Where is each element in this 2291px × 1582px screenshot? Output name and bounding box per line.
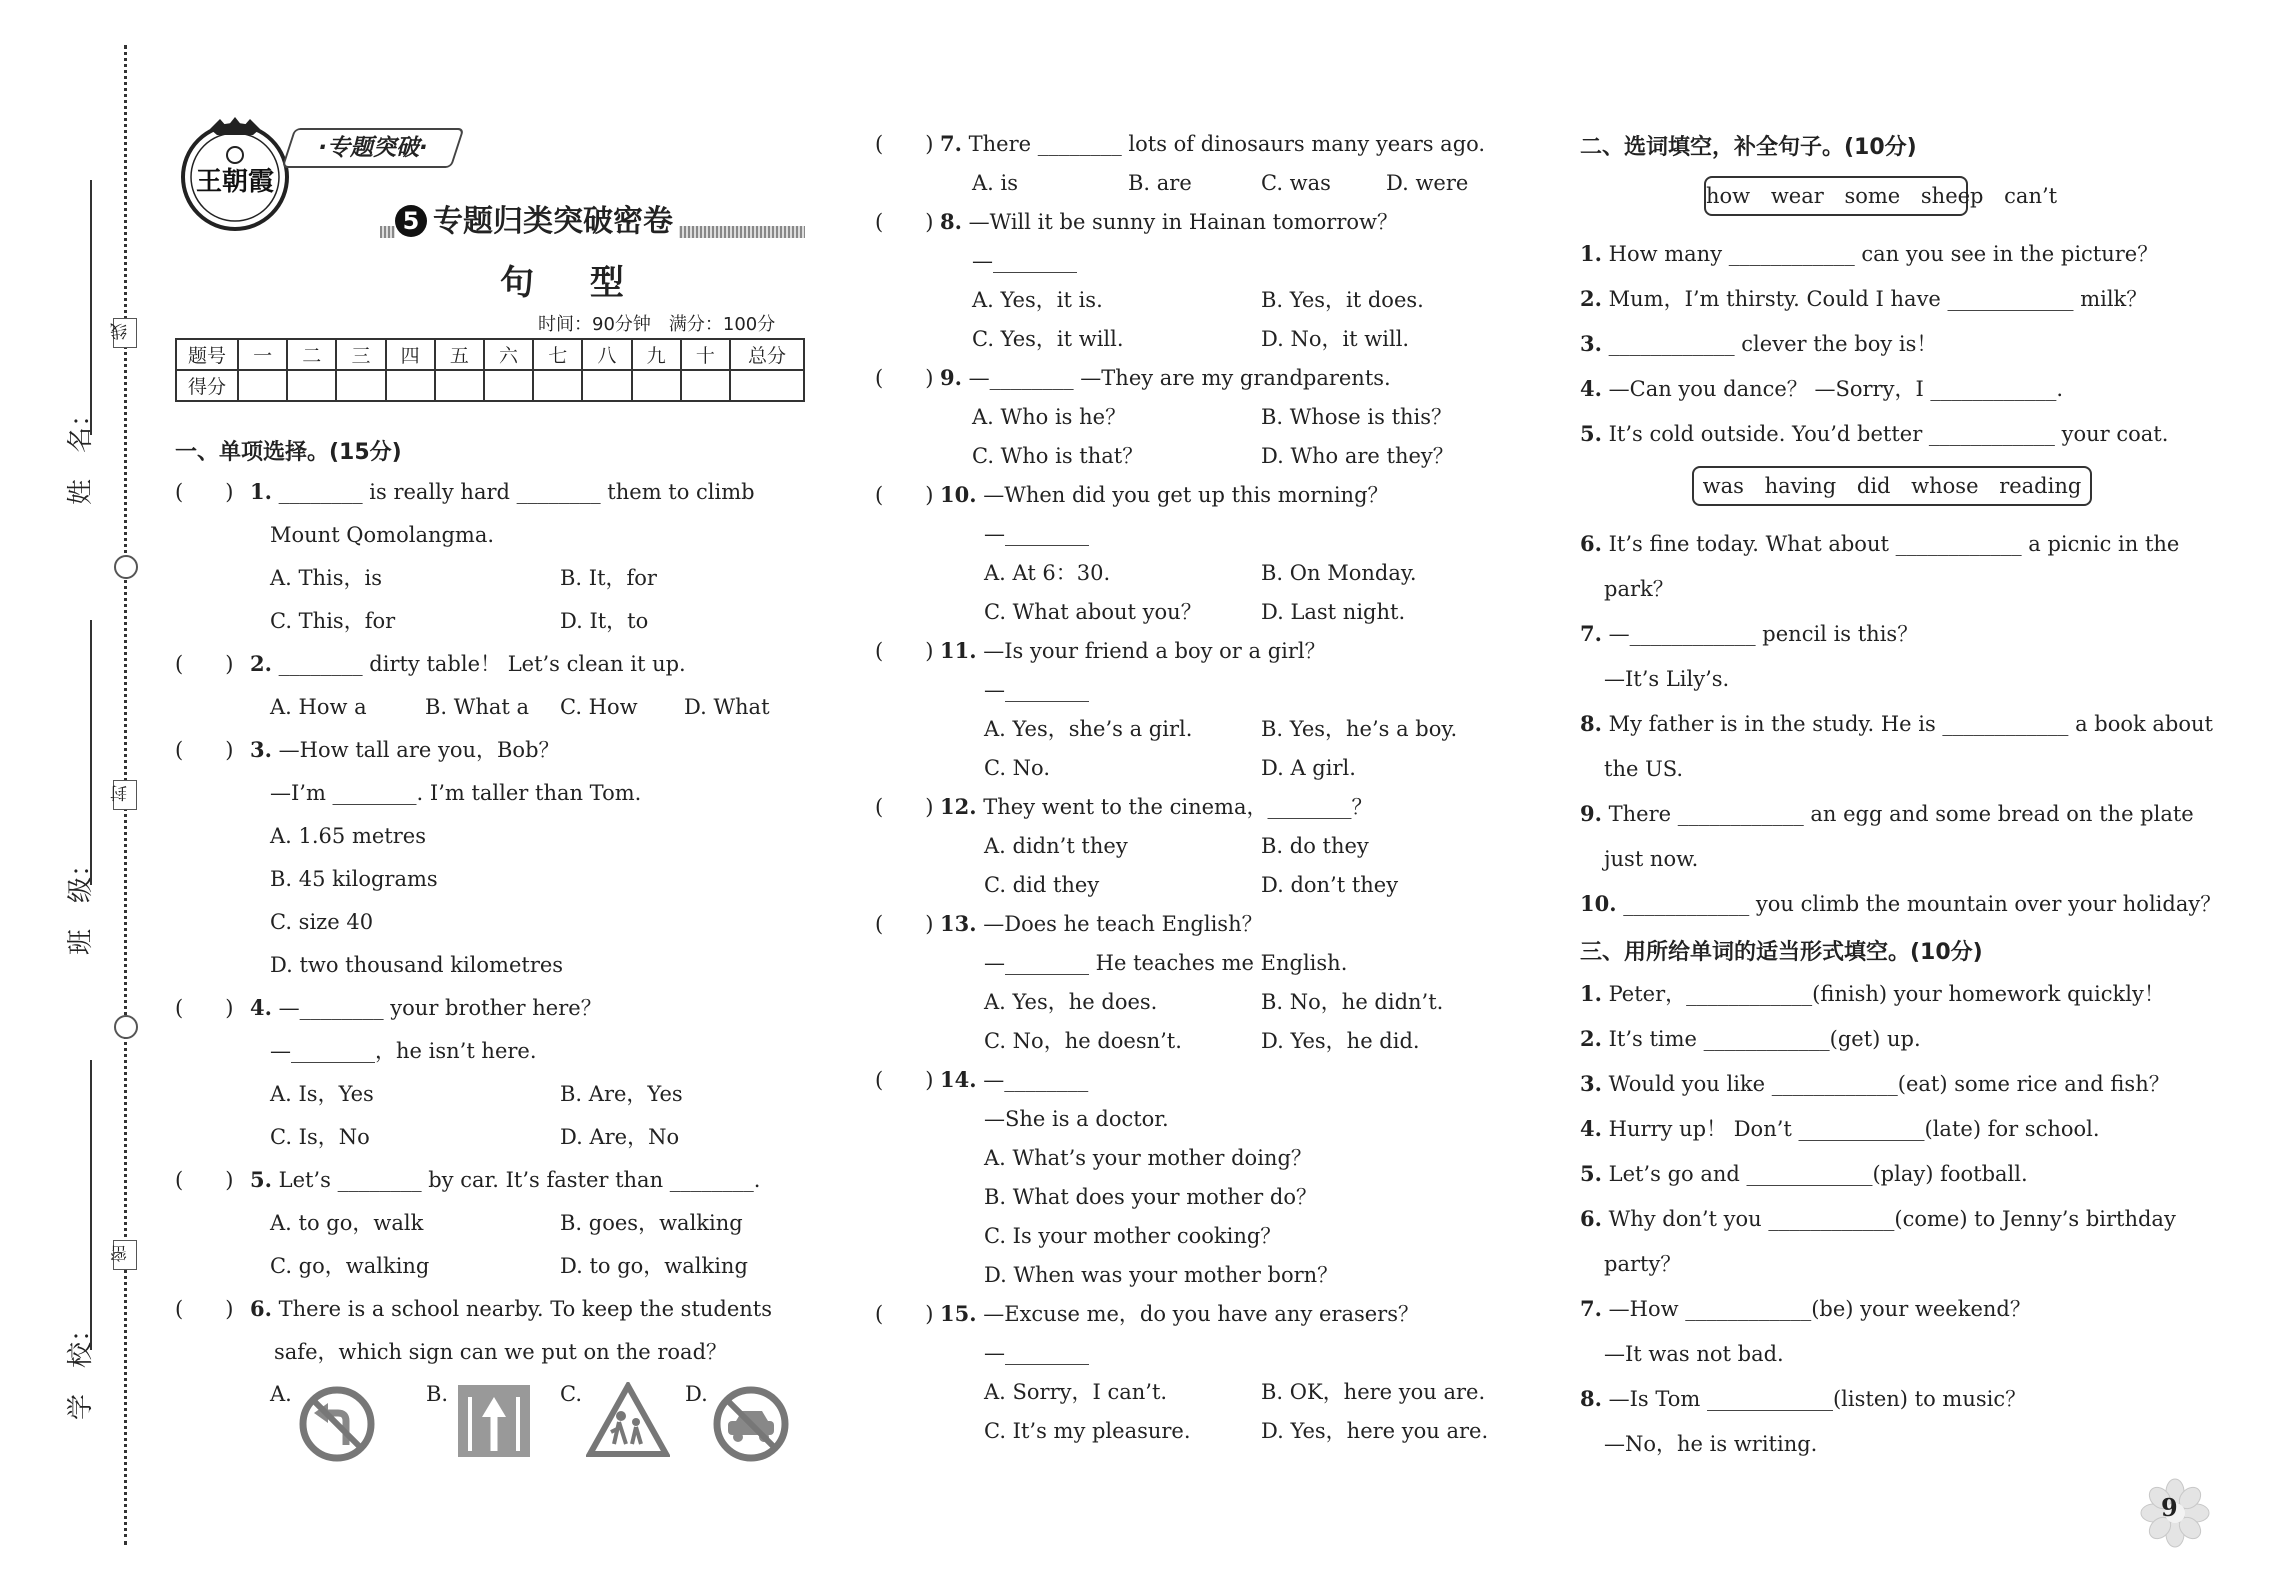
option[interactable]: B. What a <box>425 695 530 719</box>
score-input[interactable] <box>435 370 484 401</box>
option[interactable]: A. At 6：30. <box>984 561 1111 585</box>
set-title <box>395 196 679 240</box>
option[interactable]: D. don’t they <box>1261 873 1399 897</box>
score-cell: 二 <box>287 339 336 370</box>
class-field[interactable] <box>90 620 92 885</box>
score-input[interactable] <box>484 370 533 401</box>
score-input[interactable] <box>336 370 385 401</box>
answer-paren[interactable]: ( ) <box>875 1302 934 1326</box>
option[interactable]: D. When was your mother born？ <box>984 1263 1339 1287</box>
score-cell: 七 <box>533 339 582 370</box>
no-left-turn-sign-icon[interactable] <box>298 1385 376 1463</box>
form-item: 5. Let’s go and ____________(play) football. <box>1580 1161 2028 1186</box>
answer-paren[interactable]: ( ) <box>875 366 934 390</box>
fill-item-cont: just now. <box>1604 847 1699 871</box>
option[interactable]: D. Yes，here you are. <box>1261 1419 1489 1443</box>
word-bank-1: how wear some sheep can’t <box>1704 176 1968 216</box>
question-14: 14. —________ <box>940 1067 1089 1092</box>
fill-item: 7. —____________ pencil is this？ <box>1580 621 1919 646</box>
question-15: 15. —Excuse me，do you have any erasers？ <box>940 1301 1419 1326</box>
option[interactable]: C. Who is that？ <box>972 444 1144 468</box>
fill-item: 9. There ____________ an egg and some bread on the plate <box>1580 801 2194 826</box>
option[interactable]: D. Who are they？ <box>1261 444 1454 468</box>
form-item-cont: —It was not bad. <box>1604 1342 1784 1366</box>
score-cell: 得分 <box>176 370 238 401</box>
option[interactable]: C. go，walking <box>270 1254 430 1278</box>
option[interactable]: C. How <box>560 695 638 719</box>
score-cell: 四 <box>386 339 435 370</box>
option[interactable]: A. This，is <box>270 566 383 590</box>
option[interactable]: C. No，he doesn’t. <box>984 1029 1182 1053</box>
form-item: 2. It’s time ____________(get) up. <box>1580 1026 1921 1051</box>
option[interactable]: D. were <box>1386 171 1469 195</box>
set-number: 5 <box>395 205 427 237</box>
score-cell: 一 <box>238 339 287 370</box>
score-header-row <box>176 339 804 370</box>
question-5: 5. Let’s ________ by car. It’s faster than ________. <box>250 1167 761 1192</box>
answer-paren[interactable]: ( ) <box>175 1168 234 1192</box>
option[interactable]: A. Sorry，I can’t. <box>984 1380 1168 1404</box>
score-cell: 六 <box>484 339 533 370</box>
score-value-row <box>176 370 804 401</box>
option[interactable]: D. Are，No <box>560 1125 680 1149</box>
option[interactable]: C. No. <box>984 756 1050 780</box>
score-input[interactable] <box>238 370 287 401</box>
option[interactable]: D. It，to <box>560 609 649 633</box>
answer-paren[interactable]: ( ) <box>875 1068 934 1092</box>
option[interactable]: C. was <box>1261 171 1331 195</box>
page-number: 9 <box>2161 1493 2178 1522</box>
name-label: 姓 名： <box>66 400 96 505</box>
fill-item: 2. Mum，I’m thirsty. Could I have ____________ milk？ <box>1580 286 2148 311</box>
option[interactable]: C. This，for <box>270 609 396 633</box>
score-input[interactable] <box>582 370 631 401</box>
option[interactable]: C. Is，No <box>270 1125 370 1149</box>
option[interactable]: D. Last night. <box>1261 600 1406 624</box>
answer-paren[interactable]: ( ) <box>175 1297 234 1321</box>
form-item: 7. —How ____________(be) your weekend？ <box>1580 1296 2031 1321</box>
question-14-cont: —She is a doctor. <box>984 1107 1169 1131</box>
fill-item: 10. ____________ you climb the mountain over your holiday？ <box>1580 891 2222 916</box>
section2-title: 二、选词填空，补全句子。(10分) <box>1580 135 1917 160</box>
option[interactable]: D. <box>685 1382 708 1406</box>
set-title-text: 专题归类突破密卷 <box>433 204 673 239</box>
option[interactable]: A. Yes，she’s a girl. <box>984 717 1193 741</box>
binding-hole-icon <box>114 1015 138 1039</box>
section1-title: 一、单项选择。(15分) <box>175 440 402 465</box>
option[interactable]: D. No，it will. <box>1261 327 1410 351</box>
option[interactable]: B. OK，here you are. <box>1261 1380 1486 1404</box>
question-9: 9. —________ —They are my grandparents. <box>940 365 1391 390</box>
option[interactable]: D. A girl. <box>1261 756 1356 780</box>
tag-feng: 封 <box>113 780 137 810</box>
option[interactable]: B. Whose is this？ <box>1261 405 1453 429</box>
question-4: 4. —________ your brother here？ <box>250 995 602 1020</box>
fill-item: 3. ____________ clever the boy is！ <box>1580 331 1938 356</box>
question-13-cont: —________ He teaches me English. <box>984 951 1348 975</box>
question-6-cont: safe，which sign can we put on the road？ <box>274 1340 728 1364</box>
topic-tag <box>282 128 465 168</box>
fill-item: 8. My father is in the study. He is ____________ a book about <box>1580 711 2213 736</box>
straight-ahead-sign-icon[interactable] <box>458 1385 530 1457</box>
option[interactable]: A. Is，Yes <box>270 1082 374 1106</box>
option[interactable]: A. Yes，he does. <box>984 990 1158 1014</box>
question-10: 10. —When did you get up this morning？ <box>940 482 1389 507</box>
option[interactable]: B. <box>426 1382 449 1406</box>
school-label: 学 校： <box>66 1315 96 1420</box>
answer-paren[interactable]: ( ) <box>175 652 234 676</box>
option[interactable]: B. are <box>1128 171 1192 195</box>
option[interactable]: A. How a <box>270 695 367 719</box>
score-cell: 十 <box>681 339 730 370</box>
score-cell: 总分 <box>730 339 804 370</box>
time-info: 时间：90分钟 满分：100分 <box>538 314 776 335</box>
score-input[interactable] <box>632 370 681 401</box>
option[interactable]: A. Yes，it is. <box>972 288 1103 312</box>
option[interactable]: C. did they <box>984 873 1100 897</box>
fill-item: 1. How many ____________ can you see in the picture？ <box>1580 241 2159 266</box>
question-3-cont: —I’m ________. I’m taller than Tom. <box>270 781 642 805</box>
score-input[interactable] <box>730 370 804 401</box>
score-cell: 九 <box>632 339 681 370</box>
question-11: 11. —Is your friend a boy or a girl？ <box>940 638 1326 663</box>
score-cell: 题号 <box>176 339 238 370</box>
score-input[interactable] <box>386 370 435 401</box>
question-8: 8. —Will it be sunny in Hainan tomorrow？ <box>940 209 1398 234</box>
fill-item: 4. —Can you dance？ —Sorry，I ____________. <box>1580 376 2064 401</box>
option[interactable]: B. Are，Yes <box>560 1082 683 1106</box>
option[interactable]: C. Yes，it will. <box>972 327 1124 351</box>
form-item: 8. —Is Tom ____________(listen) to music？ <box>1580 1386 2027 1411</box>
answer-paren[interactable]: ( ) <box>175 996 234 1020</box>
fill-item-cont: the US. <box>1604 757 1684 781</box>
score-table <box>175 338 805 402</box>
option[interactable]: D. to go，walking <box>560 1254 748 1278</box>
school-field[interactable] <box>90 1060 92 1350</box>
option[interactable]: B. do they <box>1261 834 1369 858</box>
option[interactable]: A. to go，walk <box>270 1211 424 1235</box>
fill-item-cont: park？ <box>1604 577 1674 601</box>
question-13: 13. —Does he teach English？ <box>940 911 1263 936</box>
score-input[interactable] <box>681 370 730 401</box>
question-2: 2. ________ dirty table！ Let’s clean it up. <box>250 651 686 676</box>
answer-paren[interactable]: ( ) <box>875 639 934 663</box>
question-1: 1. ________ is really hard ________ them to climb <box>250 479 755 504</box>
no-vehicles-sign-icon[interactable] <box>712 1385 790 1463</box>
topic-tag-label: ·专题突破· <box>318 135 428 161</box>
question-3: 3. —How tall are you，Bob？ <box>250 737 560 762</box>
name-field[interactable] <box>90 180 92 435</box>
option[interactable]: A. is <box>972 171 1019 195</box>
tag-mi: 密 <box>113 1240 137 1270</box>
binding-strip <box>0 0 160 1582</box>
option[interactable]: A. What’s your mother doing？ <box>984 1146 1312 1170</box>
brand-name: 王朝霞 <box>195 167 275 197</box>
form-item: 1. Peter，____________(finish) your homework quickly！ <box>1580 981 2165 1006</box>
school-crossing-sign-icon[interactable] <box>586 1382 670 1458</box>
class-label: 班 级： <box>66 850 96 955</box>
option[interactable]: A. <box>270 1382 292 1406</box>
question-7: 7. There ________ lots of dinosaurs many years ago. <box>940 131 1486 156</box>
option[interactable]: B. goes，walking <box>560 1211 743 1235</box>
binding-hole-icon <box>114 555 138 579</box>
score-input[interactable] <box>533 370 582 401</box>
option[interactable]: C. Is your mother cooking？ <box>984 1224 1282 1248</box>
option[interactable]: C. What about you？ <box>984 600 1202 624</box>
page-title: 句 型 <box>500 263 646 303</box>
fill-item: 5. It’s cold outside. You’d better ____________ your coat. <box>1580 421 2169 446</box>
option[interactable]: B. What does your mother do？ <box>984 1185 1317 1209</box>
answer-paren[interactable]: ( ) <box>175 480 234 504</box>
option[interactable]: C. <box>560 1382 582 1406</box>
option[interactable]: B. 45 kilograms <box>270 867 438 891</box>
form-item: 6. Why don’t you ____________(come) to Jenny’s birthday <box>1580 1206 2176 1231</box>
question-8-cont: —________ <box>972 249 1077 273</box>
fill-item: 6. It’s fine today. What about ____________ a picnic in the <box>1580 531 2180 556</box>
option[interactable]: A. didn’t they <box>984 834 1128 858</box>
option[interactable]: C. It’s my pleasure. <box>984 1419 1191 1443</box>
option[interactable]: B. Yes，he’s a boy. <box>1261 717 1458 741</box>
score-cell: 五 <box>435 339 484 370</box>
question-11-cont: —________ <box>984 678 1089 702</box>
form-item-cont: —No，he is writing. <box>1604 1432 1818 1456</box>
form-item: 4. Hurry up！ Don’t ____________(late) for school. <box>1580 1116 2100 1141</box>
option[interactable]: D. two thousand kilometres <box>270 953 564 977</box>
score-cell: 三 <box>336 339 385 370</box>
answer-paren[interactable]: ( ) <box>875 132 934 156</box>
option[interactable]: B. No，he didn’t. <box>1261 990 1444 1014</box>
option[interactable]: B. It，for <box>560 566 657 590</box>
question-12: 12. They went to the cinema，________？ <box>940 794 1373 819</box>
score-cell: 八 <box>582 339 631 370</box>
option[interactable]: A. 1.65 metres <box>270 824 426 848</box>
form-item-cont: party？ <box>1604 1252 1682 1276</box>
form-item: 3. Would you like ____________(eat) some rice and fish？ <box>1580 1071 2170 1096</box>
question-10-cont: —________ <box>984 522 1089 546</box>
fill-item-cont: —It’s Lily’s. <box>1604 667 1730 691</box>
option[interactable]: C. size 40 <box>270 910 374 934</box>
option[interactable]: A. Who is he？ <box>972 405 1127 429</box>
tag-xian: 线 <box>113 318 137 348</box>
section3-title: 三、用所给单词的适当形式填空。(10分) <box>1580 940 1983 965</box>
brand-seal-icon <box>175 115 295 235</box>
question-4-cont: —________，he isn’t here. <box>270 1039 537 1063</box>
answer-paren[interactable]: ( ) <box>175 738 234 762</box>
option[interactable]: D. Yes，he did. <box>1261 1029 1420 1053</box>
question-1-cont: Mount Qomolangma. <box>270 523 495 547</box>
answer-paren[interactable]: ( ) <box>875 210 934 234</box>
answer-paren[interactable]: ( ) <box>875 795 934 819</box>
question-15-cont: —________ <box>984 1341 1089 1365</box>
option[interactable]: D. What <box>684 695 770 719</box>
option[interactable]: B. On Monday. <box>1261 561 1417 585</box>
option[interactable]: B. Yes，it does. <box>1261 288 1424 312</box>
answer-paren[interactable]: ( ) <box>875 912 934 936</box>
answer-paren[interactable]: ( ) <box>875 483 934 507</box>
word-bank-2: was having did whose reading <box>1692 466 2092 506</box>
question-6: 6. There is a school nearby. To keep the students <box>250 1296 773 1321</box>
score-input[interactable] <box>287 370 336 401</box>
